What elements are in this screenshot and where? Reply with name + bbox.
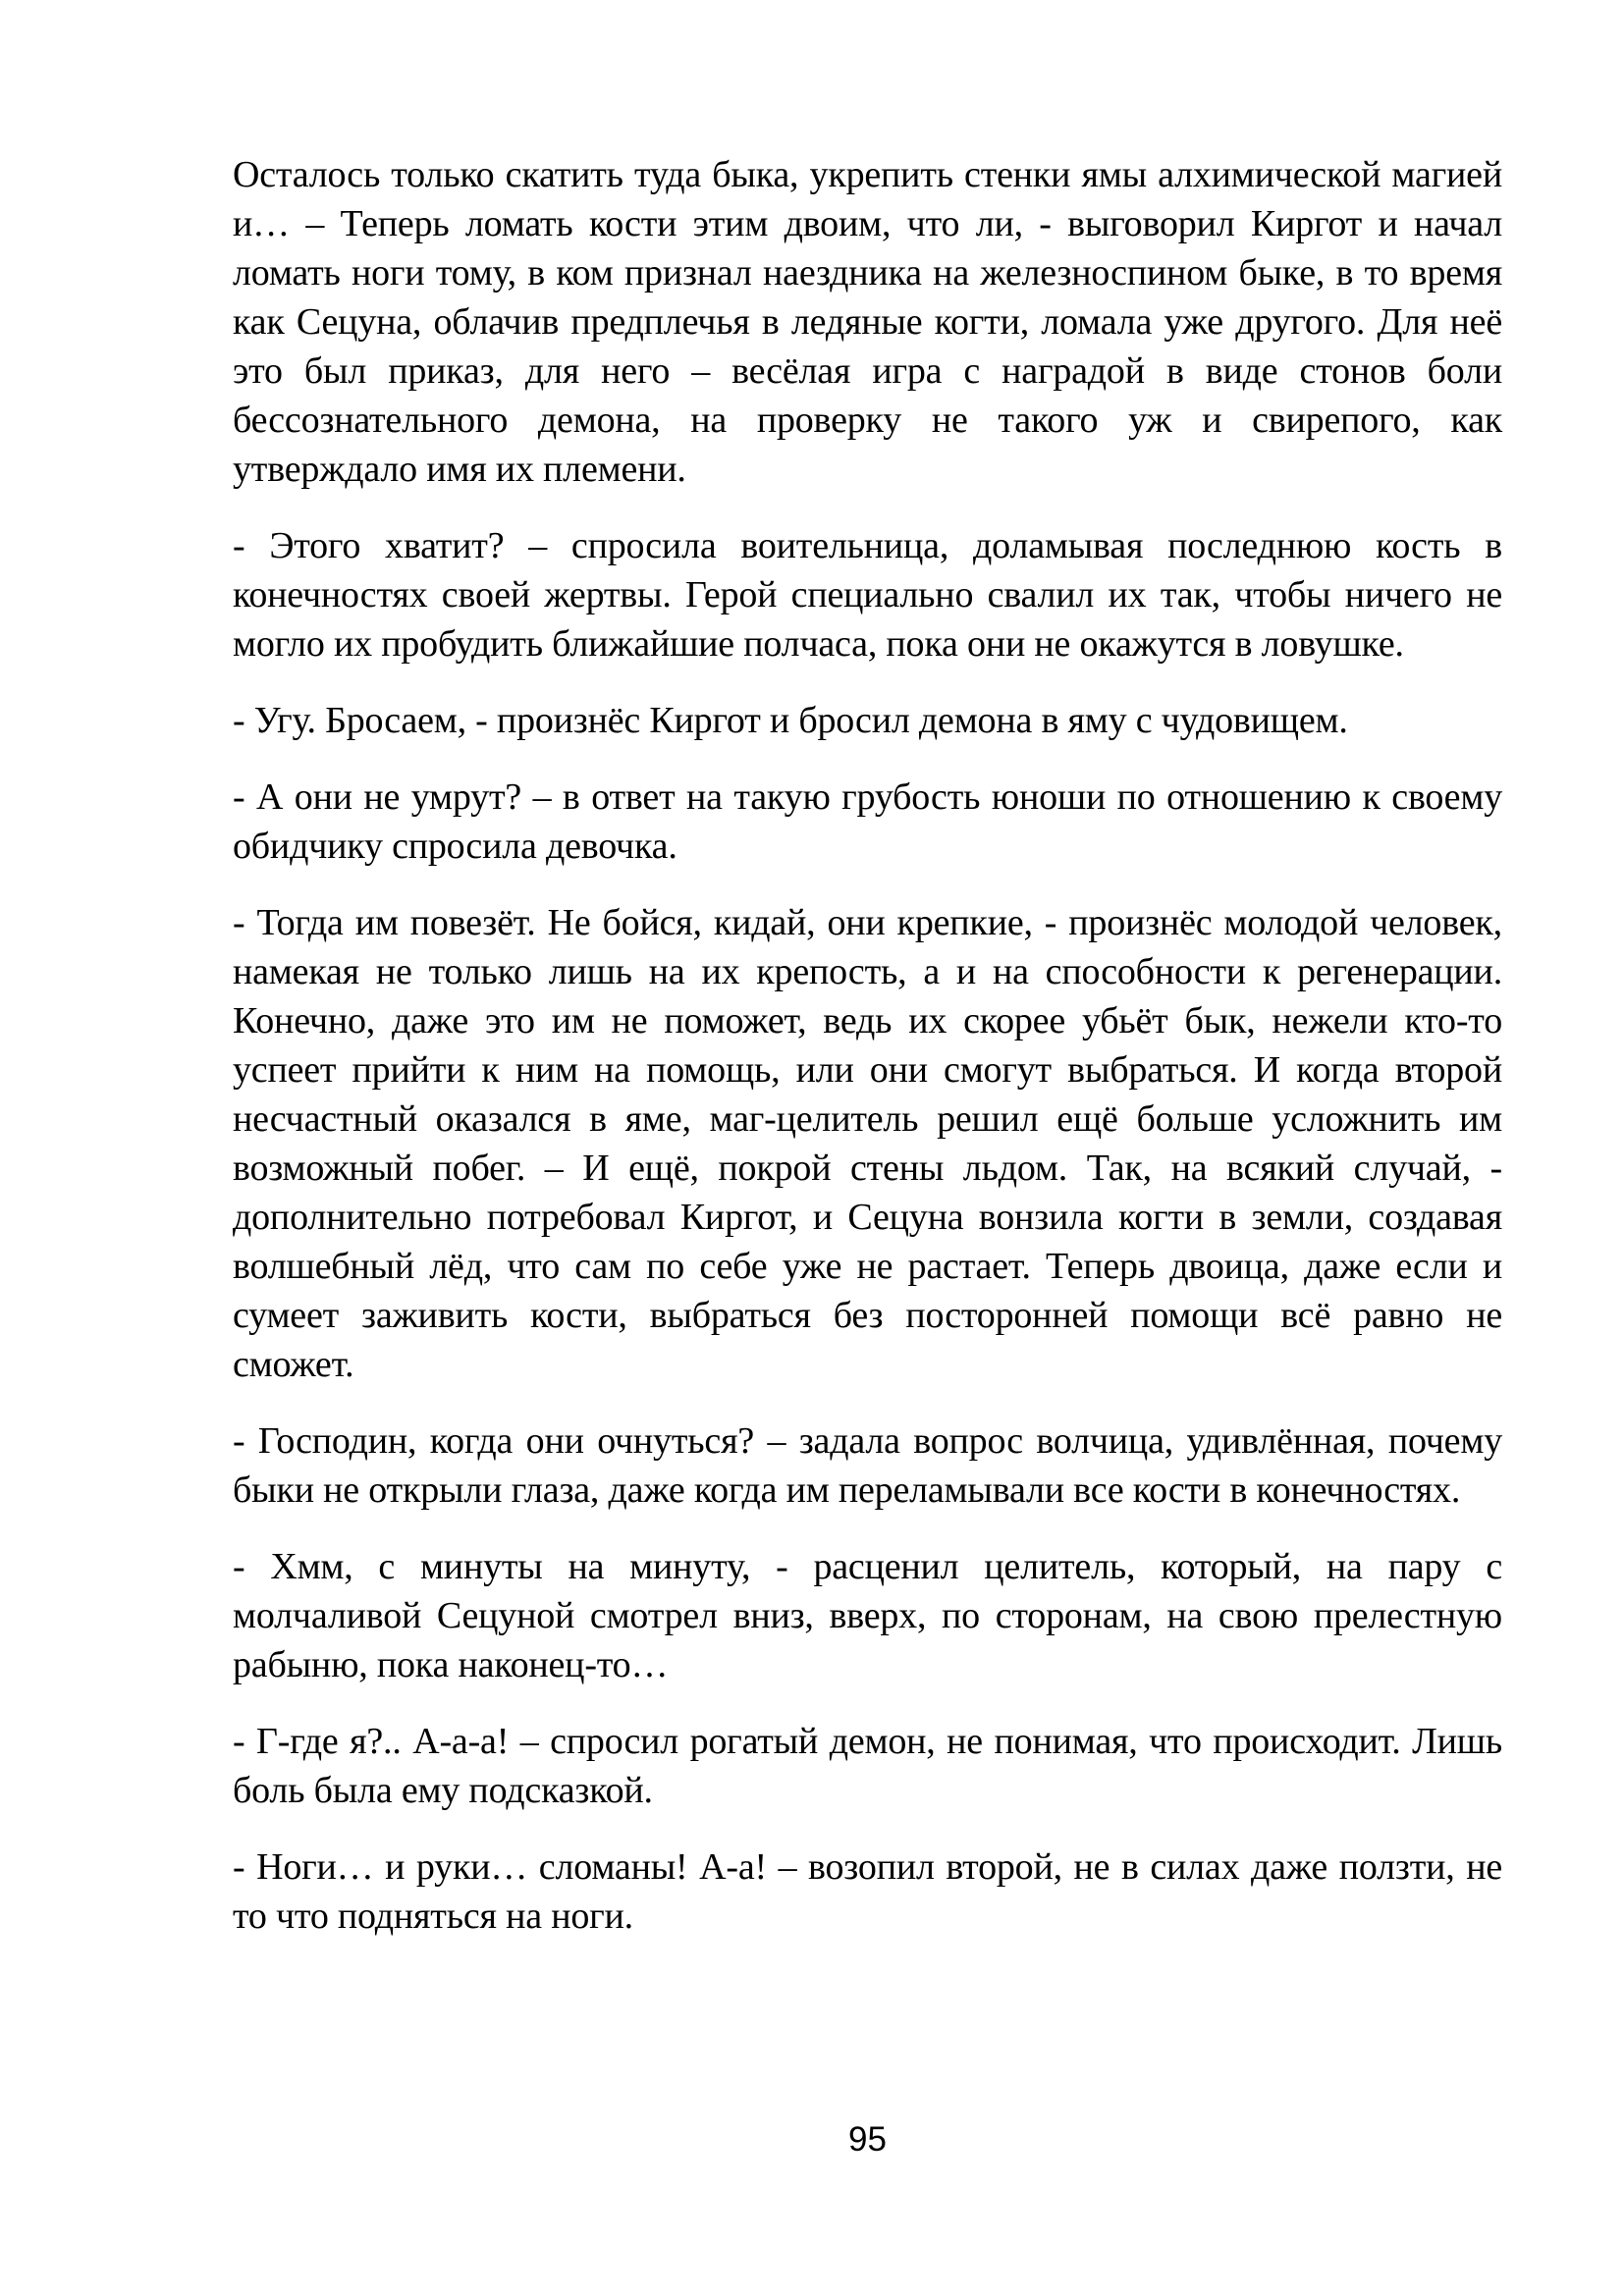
paragraph-6: - Господин, когда они очнуться? – задала вопрос волчица, удивлённая, почему быки не открыли глаза, даже когда им переламывали все кости в конечностях. <box>233 1420 1502 1511</box>
paragraph-8: - Г-где я?.. А-а-а! – спросил рогатый демон, не понимая, что происходит. Лишь боль была ему подсказкой. <box>233 1721 1502 1811</box>
page-number: 95 <box>848 2120 887 2159</box>
paragraph-2: - Этого хватит? – спросила воительница, доламывая последнюю кость в конечностях своей жертвы. Герой специально свалил их так, чтобы ничего не могло их пробудить ближайшие полчаса, пока они не окажутся в ловушке. <box>233 525 1502 665</box>
text-block <box>233 150 1502 1941</box>
paragraph-9: - Ноги… и руки… сломаны! А-а! – возопил второй, не в силах даже ползти, не то что подняться на ноги. <box>233 1846 1502 1937</box>
paragraph-5: - Тогда им повезёт. Не бойся, кидай, они крепкие, - произнёс молодой человек, намекая не только лишь на их крепость, а и на способности к регенерации. Конечно, даже это им не поможет, ведь их скорее убьёт бык, нежели кто-то успеет прийти к ним на помощь, или они смогут выбраться. И когда второй несчастный оказался в яме, маг-целитель решил ещё больше усложнить им возможный побег. – И ещё, покрой стены льдом. Так, на всякий случай, - дополнительно потребовал Киргот, и Сецуна вонзила когти в земли, создавая волшебный лёд, что сам по себе уже не растает. Теперь двоица, даже если и сумеет заживить кости, выбраться без посторонней помощи всё равно не сможет. <box>233 902 1502 1385</box>
paragraph-3: - Угу. Бросаем, - произнёс Киргот и бросил демона в яму с чудовищем. <box>233 700 1348 741</box>
paragraph-7: - Хмм, с минуты на минуту, - расценил целитель, который, на пару с молчаливой Сецуной смотрел вниз, вверх, по сторонам, на свою прелестную рабыню, пока наконец-то… <box>233 1546 1502 1685</box>
paragraph-1: Осталось только скатить туда быка, укрепить стенки ямы алхимической магией и… – Теперь ломать кости этим двоим, что ли, - выговорил Киргот и начал ломать ноги тому, в ком признал наездника на железноспином быке, в то время как Сецуна, облачив предплечья в ледяные когти, ломала уже другого. Для неё это был приказ, для него – весёлая игра с наградой в виде стонов боли бессознательного демона, на проверку не такого уж и свирепого, как утверждало имя их племени. <box>233 154 1502 490</box>
paragraph-4: - А они не умрут? – в ответ на такую грубость юноши по отношению к своему обидчику спросила девочка. <box>233 776 1502 867</box>
